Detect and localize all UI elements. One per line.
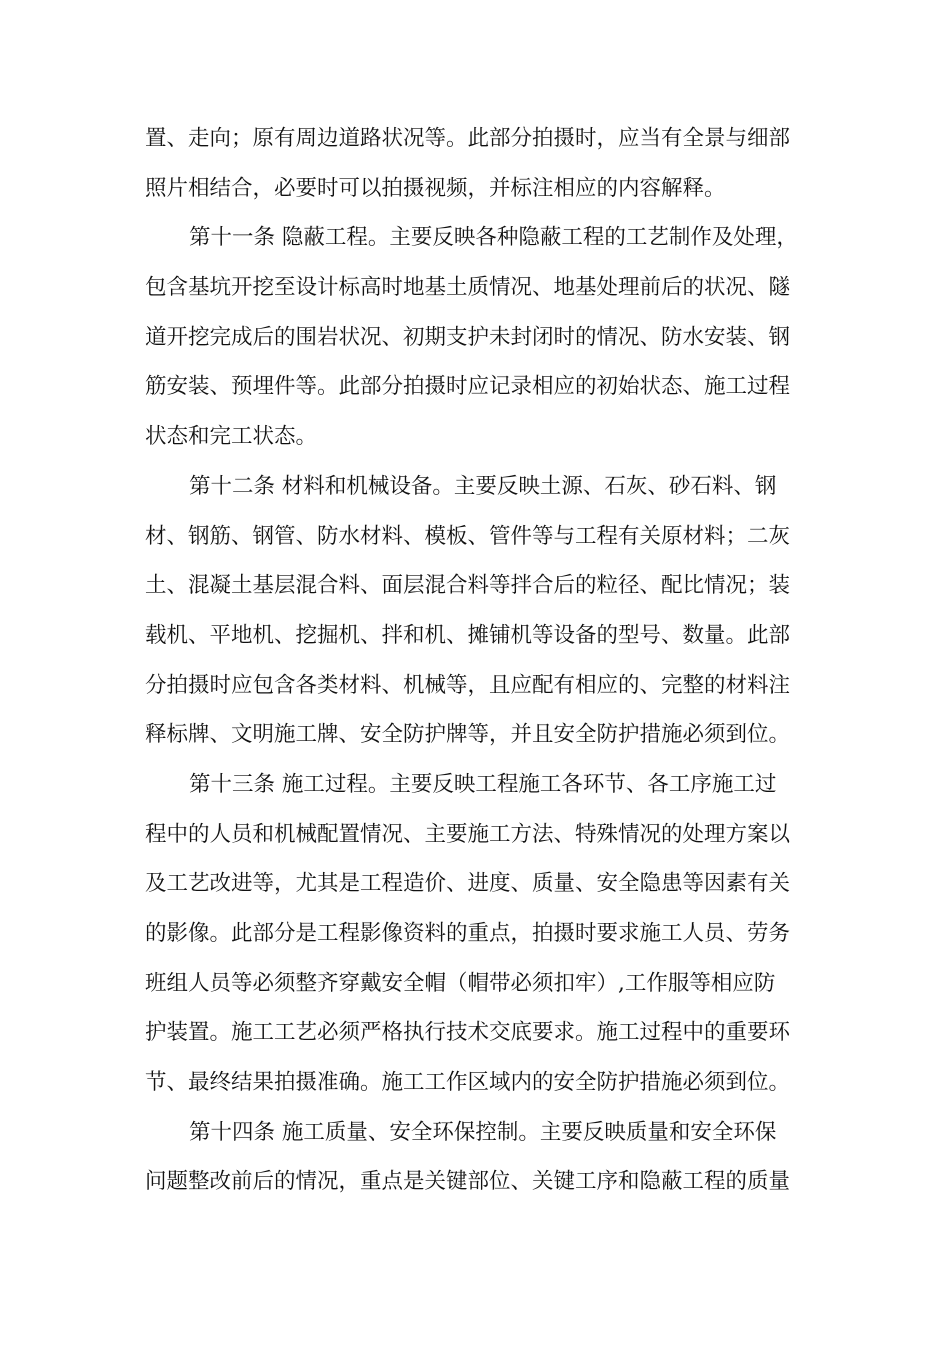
text-line: 道开挖完成后的围岩状况、初期支护未封闭时的情况、防水安装、钢 (145, 324, 791, 350)
text-line: 状态和完工状态。 (145, 424, 318, 450)
article-13-first-line: 第十三条 施工过程。主要反映工程施工各环节、各工序施工过 (189, 771, 777, 797)
text-line: 筋安装、预埋件等。此部分拍摄时应记录相应的初始状态、施工过程 (145, 374, 791, 400)
article-14-first-line: 第十四条 施工质量、安全环保控制。主要反映质量和安全环保 (189, 1119, 777, 1145)
text-line: 护装置。施工工艺必须严格执行技术交底要求。施工过程中的重要环 (145, 1020, 791, 1046)
text-line: 置、走向；原有周边道路状况等。此部分拍摄时，应当有全景与细部 (145, 126, 791, 151)
text-line: 照片相结合，必要时可以拍摄视频，并标注相应的内容解释。 (145, 175, 726, 201)
text-line: 释标牌、文明施工牌、安全防护牌等，并且安全防护措施必须到位。 (145, 722, 791, 748)
text-line: 班组人员等必须整齐穿戴安全帽（帽带必须扣牢）,工作服等相应防 (145, 970, 776, 996)
text-line: 的影像。此部分是工程影像资料的重点，拍摄时要求施工人员、劳务 (145, 921, 791, 946)
text-line: 节、最终结果拍摄准确。施工工作区域内的安全防护措施必须到位。 (145, 1070, 791, 1096)
text-line: 及工艺改进等，尤其是工程造价、进度、质量、安全隐患等因素有关 (145, 871, 791, 897)
text-line: 土、混凝土基层混合料、面层混合料等拌合后的粒径、配比情况；装 (145, 573, 791, 599)
document-body (145, 114, 815, 1207)
text-line: 材、钢筋、钢管、防水材料、模板、管件等与工程有关原材料；二灰 (145, 523, 791, 549)
text-line: 载机、平地机、挖掘机、拌和机、摊铺机等设备的型号、数量。此部 (145, 622, 791, 648)
text-line: 程中的人员和机械配置情况、主要施工方法、特殊情况的处理方案以 (145, 821, 791, 847)
text-line: 问题整改前后的情况，重点是关键部位、关键工序和隐蔽工程的质量 (145, 1169, 791, 1195)
article-11-first-line: 第十一条 隐蔽工程。主要反映各种隐蔽工程的工艺制作及处理， (189, 225, 798, 251)
text-line: 包含基坑开挖至设计标高时地基土质情况、地基处理前后的状况、隧 (145, 275, 791, 301)
text-line: 分拍摄时应包含各类材料、机械等，且应配有相应的、完整的材料注 (145, 672, 791, 698)
article-12-first-line: 第十二条 材料和机械设备。主要反映土源、石灰、砂石料、钢 (189, 473, 777, 499)
